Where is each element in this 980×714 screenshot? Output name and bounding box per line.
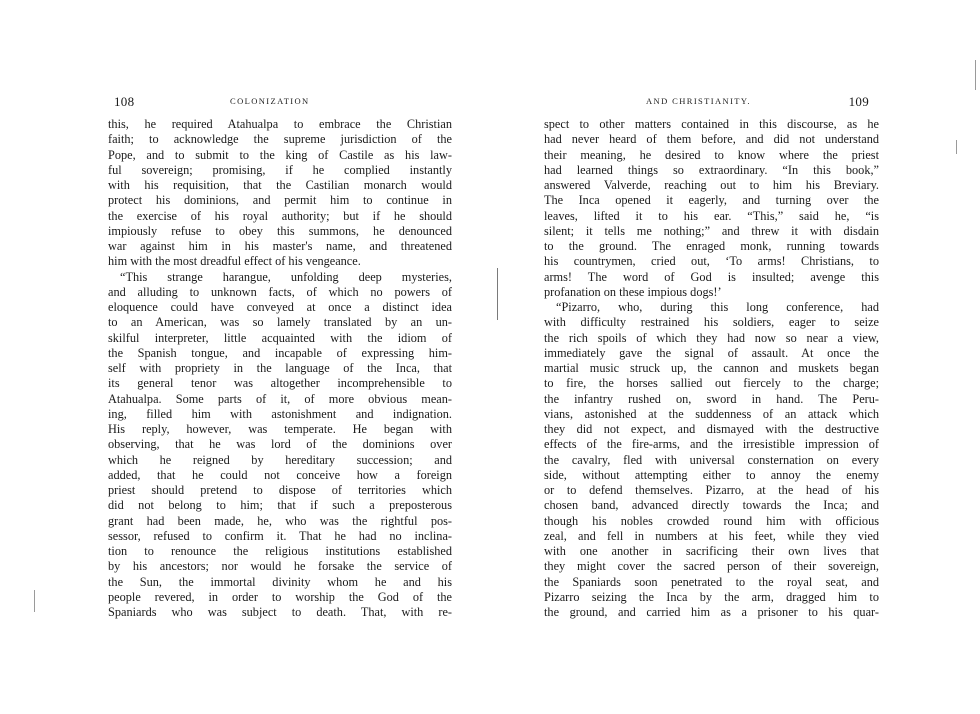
text-line: Pizarro seizing the Inca by the arm, dragged him to xyxy=(544,589,879,604)
text-line: His reply, however, was temperate. He began with xyxy=(108,422,452,436)
text-line: The Inca opened it eagerly, and turning over the xyxy=(544,193,879,208)
text-line: profanation on these impious dogs!’ xyxy=(544,284,722,299)
text-line: protect his dominions, and permit him to continue in xyxy=(108,193,452,208)
margin-speck xyxy=(956,140,957,154)
text-line: arms! The word of God is insulted; avenge this xyxy=(544,269,879,284)
right-page-body xyxy=(544,117,879,620)
left-page-number: 108 xyxy=(114,94,135,109)
text-line: to fire, the horses sallied out fiercely to the charge; xyxy=(544,376,879,391)
text-line: added, that he could not conceive how a foreign xyxy=(108,467,452,482)
page-gutter-line xyxy=(497,268,498,320)
text-line: vians, astonished at the suddenness of an attack which xyxy=(544,406,879,421)
text-line: zeal, and fell in numbers at his feet, while they vied xyxy=(544,528,879,543)
text-line: eloquence could have conveyed at once a distinct idea xyxy=(108,300,452,314)
text-line: impiously refuse to obey this summons, he denounced xyxy=(108,223,452,238)
text-line: to the ground. The enraged monk, running towards xyxy=(544,239,879,253)
margin-speck xyxy=(975,60,976,90)
text-line: by his ancestors; nor would he forsake the service of xyxy=(108,559,452,574)
text-line: “Pizarro, who, during this long conference, had xyxy=(556,300,879,314)
text-line: they might cover the sacred person of their sovereign, xyxy=(544,559,879,574)
text-line: skilful interpreter, little acquainted with the idiom of xyxy=(108,330,452,345)
text-line: his countrymen, cried out, ‘To arms! Christians, to xyxy=(544,254,879,269)
text-line: their meaning, he desired to know where the priest xyxy=(544,147,879,162)
text-line: or to defend themselves. Pizarro, at the head of his xyxy=(544,483,879,497)
text-line: Spaniards who was subject to death. That, with re- xyxy=(108,605,452,619)
text-line: the Sun, the immortal divinity whom he and his xyxy=(108,574,452,589)
text-line: did not belong to him; that if such a preposterous xyxy=(108,498,452,513)
left-page-header xyxy=(108,94,452,110)
text-line: the rich spoils of which they had now so near a view, xyxy=(544,330,879,345)
text-line: “This strange harangue, unfolding deep mysteries, xyxy=(120,269,452,284)
text-line: chosen band, advanced directly towards the Inca; and xyxy=(544,498,879,513)
text-line: they did not expect, and dismayed with the destructive xyxy=(544,422,879,436)
text-line: leaves, lifted it to his ear. “This,” said he, “is xyxy=(544,208,879,223)
text-line: Atahualpa. Some parts of it, of more obvious mean- xyxy=(108,391,452,406)
text-line: immediately gave the signal of assault. At once the xyxy=(544,345,879,360)
text-line: with his requisition, that the Castilian monarch would xyxy=(108,178,452,192)
text-line: to an American, was so lamely translated by an un- xyxy=(108,315,452,330)
text-line: war against him in his master's name, and threatened xyxy=(108,239,452,253)
left-page xyxy=(108,0,452,714)
text-line: which he reigned by hereditary succession; and xyxy=(108,452,452,467)
text-line: effects of the fire-arms, and the irresistible impression of xyxy=(544,437,879,452)
text-line: self with propriety in the language of the Inca, that xyxy=(108,361,452,375)
text-line: this, he required Atahualpa to embrace the Christian xyxy=(108,117,452,131)
text-line: had never heard of them before, and did not understand xyxy=(544,132,879,147)
text-line: observing, that he was lord of the dominions over xyxy=(108,437,452,452)
text-line: ful sovereign; promising, if he complied instantly xyxy=(108,162,452,177)
text-line: the exercise of his royal authority; but if he should xyxy=(108,208,452,223)
text-line: though his nobles crowded round him with officious xyxy=(544,513,879,528)
right-page xyxy=(544,0,879,714)
text-line: people revered, in order to worship the God of the xyxy=(108,589,452,604)
text-line: faith; to acknowledge the supreme jurisdiction of the xyxy=(108,132,452,147)
text-line: tion to renounce the religious institutions established xyxy=(108,544,452,558)
right-page-header xyxy=(544,94,879,110)
text-line: had learned things so extraordinary. “In this book,” xyxy=(544,162,879,177)
text-line: the cavalry, fled with universal consternation on every xyxy=(544,452,879,467)
left-page-body xyxy=(108,117,452,620)
text-line: him with the most dreadful effect of his vengeance. xyxy=(108,254,361,269)
text-line: answered Valverde, reaching out to him his Breviary. xyxy=(544,178,879,192)
text-line: side, without attempting either to annoy the enemy xyxy=(544,467,879,482)
text-line: martial music struck up, the cannon and muskets began xyxy=(544,361,879,375)
left-running-head: COLONIZATION xyxy=(230,96,310,106)
text-line: the ground, and carried him as a prisoner to his quar- xyxy=(544,605,879,619)
text-line: spect to other matters contained in this discourse, as he xyxy=(544,117,879,131)
text-line: priest should pretend to dispose of territories which xyxy=(108,483,452,497)
text-line: the infantry rushed on, sword in hand. The Peru- xyxy=(544,391,879,406)
right-running-head: AND CHRISTIANITY. xyxy=(646,96,751,106)
text-line: Pope, and to submit to the king of Castile as his law- xyxy=(108,147,452,162)
text-line: its general tenor was altogether incomprehensible to xyxy=(108,376,452,391)
text-line: silent; it tells me nothing;” and threw it with disdain xyxy=(544,223,879,238)
margin-speck xyxy=(34,590,35,612)
text-line: and alluding to unknown facts, of which no powers of xyxy=(108,284,452,299)
text-line: with one another in sacrificing their own lives that xyxy=(544,544,879,558)
text-line: with difficulty restrained his soldiers, eager to seize xyxy=(544,315,879,330)
text-line: sessor, refused to confirm it. That he had no inclina- xyxy=(108,528,452,543)
text-line: grant had been made, he, who was the rightful pos- xyxy=(108,513,452,528)
text-line: the Spaniards soon penetrated to the royal seat, and xyxy=(544,574,879,589)
text-line: the Spanish tongue, and incapable of expressing him- xyxy=(108,345,452,360)
text-line: ing, filled him with astonishment and indignation. xyxy=(108,406,452,421)
right-page-number: 109 xyxy=(848,94,869,109)
